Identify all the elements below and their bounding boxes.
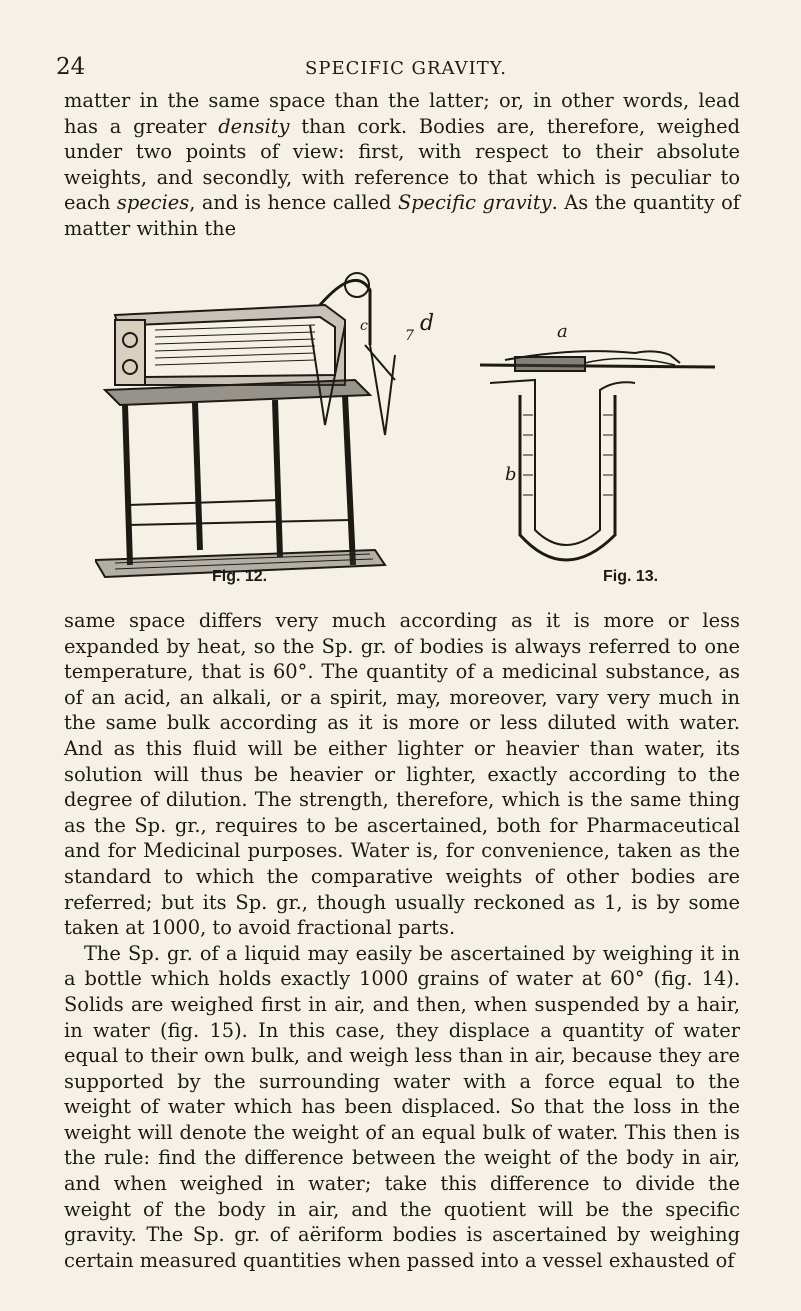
figure-engravings bbox=[95, 265, 735, 595]
running-title: SPECIFIC GRAVITY. bbox=[305, 58, 507, 79]
fig13-caption: Fig. 13. bbox=[603, 568, 659, 585]
paragraph-3: The Sp. gr. of a liquid may easily be ascertained by weighing it in a bottle which holds exactly 1000 grains of water at 60° (fig. 14). Solids are weighed first in air, and then, when suspended by a hair, in water (fig. 15). In this case, they displace a quantity of water equal to their own bulk, and weigh less than in air, because they are supported by the surrounding water with a force equal to the weight of water which has been displaced. So that the loss in the weight will denote the weight of an equal bulk of water. This then is the rule: find the difference between the weight of the body in air, and when weighed in water; take this difference to divide the weight of the body in air, and the quotient will be the specific gravity. The Sp. gr. of aëriform bodies is ascertained by weighing certain measured quantities when passed into a vessel exhausted of bbox=[64, 941, 740, 1272]
page-header bbox=[56, 54, 756, 84]
svg-text:d: d bbox=[420, 311, 435, 336]
fig13-label-a: a bbox=[557, 321, 568, 342]
para1-text-a: matter in the same space than the latter; or, in other words, lead has a greater bbox=[64, 89, 740, 138]
paragraph-bottom bbox=[64, 608, 740, 1273]
fig13-u-tube-illustration bbox=[480, 321, 715, 560]
term-species: species bbox=[116, 191, 190, 215]
para1-text-e: , and is hence called bbox=[189, 191, 398, 215]
paragraph-2: same space differs very much according as it is more or less expanded by heat, so the Sp. gr. of bodies is always referred to one temperature, that is 60°. The quantity of a medicinal substance, as of an acid, an alkali, or a spirit, may, moreover, vary very much in the same bulk according as it is more or less diluted with water. And as this fluid will be either lighter or heavier than water, its solution will thus be heavier or lighter, exactly according to the degree of dilution. The strength, therefore, which is the same thing as the Sp. gr., requires to be ascertained, both for Pharmaceutical and for Medicinal purposes. Water is, for convenience, taken as the standard to which the comparative weights of other bodies are referred; but its Sp. gr., though usually reckoned as 1, is by some taken at 1000, to avoid fractional parts. bbox=[64, 609, 740, 940]
svg-text:7: 7 bbox=[405, 328, 414, 344]
fig12-apparatus-illustration bbox=[95, 273, 434, 577]
fig12-caption: Fig. 12. bbox=[212, 568, 268, 585]
paragraph-top bbox=[64, 88, 740, 242]
paragraph-1 bbox=[64, 88, 740, 242]
page-number: 24 bbox=[56, 54, 86, 80]
para1-text-g: . As the quantity of matter within the bbox=[64, 191, 740, 240]
svg-text:c: c bbox=[360, 318, 368, 334]
para1-text-c: than cork. Bodies are, therefore, weighed under two points of view: first, with respect to their absolute weights, and secondly, with reference to that which is peculiar to each bbox=[64, 114, 740, 215]
fig13-label-b: b bbox=[505, 464, 517, 485]
term-density: density bbox=[218, 114, 290, 138]
term-specific-gravity: Specific gravity bbox=[397, 191, 552, 215]
